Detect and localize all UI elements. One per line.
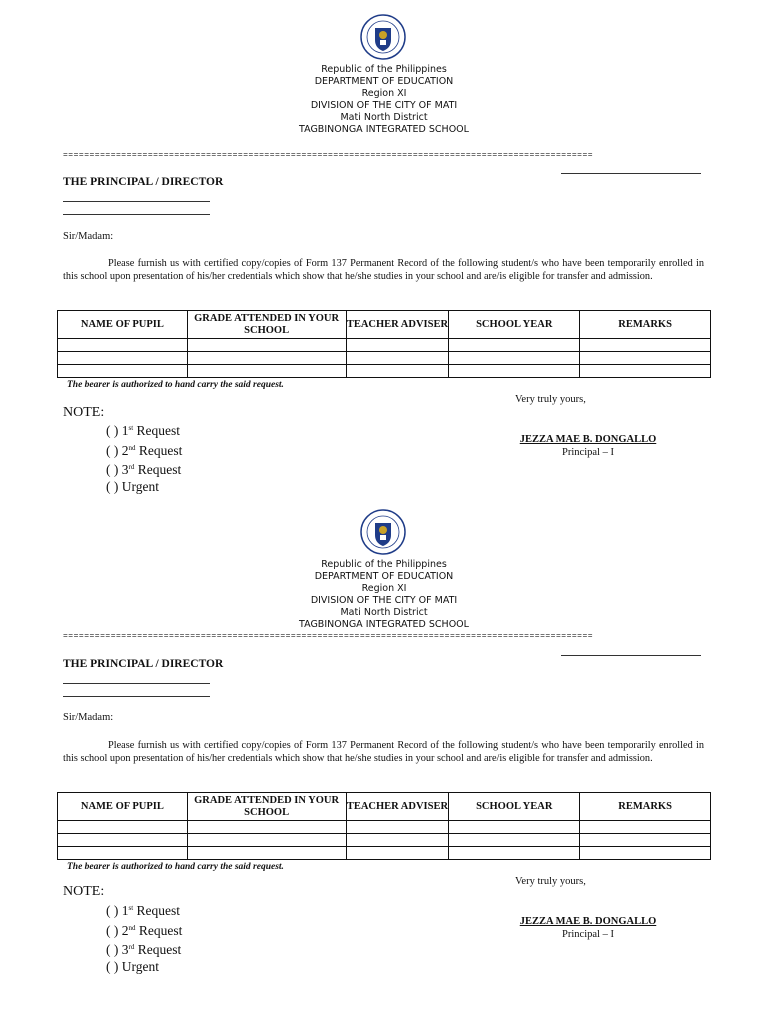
note-item-urgent[interactable]: ( ) Urgent xyxy=(106,478,159,494)
note-item-first-request[interactable]: ( ) 1st Request xyxy=(106,423,181,438)
table-cell[interactable] xyxy=(449,339,580,352)
table-cell[interactable] xyxy=(449,821,580,834)
salutation: Sir/Madam: xyxy=(63,231,114,242)
republic-label: Republic of the Philippines xyxy=(321,64,447,75)
col-remarks: REMARKS xyxy=(580,793,711,821)
note-item-second-request[interactable]: ( ) 2nd Request xyxy=(106,442,183,458)
col-school-year: SCHOOL YEAR xyxy=(449,793,580,821)
table-cell[interactable] xyxy=(449,352,580,365)
table-cell[interactable] xyxy=(580,365,711,378)
table-header-row xyxy=(58,793,711,821)
region-label: Region XI xyxy=(361,583,407,594)
district-label: Mati North District xyxy=(340,607,428,618)
note-item-third-request[interactable]: ( ) 3rd Request xyxy=(106,942,182,957)
student-table xyxy=(57,310,711,378)
table-cell[interactable] xyxy=(346,821,449,834)
note-item-first-request[interactable]: ( ) 1st Request xyxy=(106,903,181,918)
col-school-year: SCHOOL YEAR xyxy=(449,311,580,339)
salutation: Sir/Madam: xyxy=(63,712,114,723)
table-cell[interactable] xyxy=(58,352,188,365)
table-cell[interactable] xyxy=(187,365,346,378)
table-cell[interactable] xyxy=(346,834,449,847)
table-cell[interactable] xyxy=(346,847,449,860)
table-cell[interactable] xyxy=(58,339,188,352)
table-cell[interactable] xyxy=(187,834,346,847)
date-blank-line xyxy=(561,655,701,656)
col-remarks: REMARKS xyxy=(580,311,711,339)
address-blank-line-2 xyxy=(63,214,210,215)
table-row xyxy=(58,847,711,860)
closing-text: Very truly yours, xyxy=(515,394,586,405)
note-item-second-request[interactable]: ( ) 2nd Request xyxy=(106,922,183,938)
date-blank-line xyxy=(561,173,701,174)
table-cell[interactable] xyxy=(580,352,711,365)
republic-label: Republic of the Philippines xyxy=(321,559,447,570)
note-item-third-request[interactable]: ( ) 3rd Request xyxy=(106,462,182,477)
col-teacher-adviser: TEACHER ADVISER xyxy=(346,793,449,821)
deped-seal-icon xyxy=(358,509,408,555)
signer-title: Principal – I xyxy=(562,447,614,458)
table-row xyxy=(58,821,711,834)
table-cell[interactable] xyxy=(346,339,449,352)
table-cell[interactable] xyxy=(580,834,711,847)
table-cell[interactable] xyxy=(58,847,188,860)
table-cell[interactable] xyxy=(187,821,346,834)
bearer-note: The bearer is authorized to hand carry the said request. xyxy=(67,862,284,872)
note-list xyxy=(106,420,182,495)
request-body: Please furnish us with certified copy/copies of Form 137 Permanent Record of the following student/s who have been temporarily enrolled in this school upon presentation of his/her credentials which show that he/she studies in your school and are/is eligible for transfer and admission. xyxy=(63,740,704,764)
table-cell[interactable] xyxy=(58,834,188,847)
division-label: DIVISION OF THE CITY OF MATI xyxy=(310,100,458,111)
separator-rule: ==================================================================================================== xyxy=(63,151,594,160)
col-name-of-pupil: NAME OF PUPIL xyxy=(58,793,188,821)
table-cell[interactable] xyxy=(58,821,188,834)
school-label: TAGBINONGA INTEGRATED SCHOOL xyxy=(299,124,469,135)
signature-block xyxy=(500,915,676,941)
note-title: NOTE: xyxy=(63,405,105,420)
form-copy-1 xyxy=(0,0,768,500)
table-cell[interactable] xyxy=(449,847,580,860)
table-row xyxy=(58,365,711,378)
table-row xyxy=(58,834,711,847)
signer-title: Principal – I xyxy=(562,929,614,940)
note-item-urgent[interactable]: ( ) Urgent xyxy=(106,958,159,974)
table-cell[interactable] xyxy=(449,834,580,847)
col-grade-attended: GRADE ATTENDED IN YOUR SCHOOL xyxy=(187,793,346,821)
table-cell[interactable] xyxy=(580,847,711,860)
table-row xyxy=(58,352,711,365)
region-label: Region XI xyxy=(361,88,407,99)
separator-rule: ==================================================================================================== xyxy=(63,632,594,641)
addressee-label: THE PRINCIPAL / DIRECTOR xyxy=(63,658,224,670)
department-label: DEPARTMENT OF EDUCATION xyxy=(314,571,454,582)
address-blank-line-1 xyxy=(63,201,210,202)
signer-name: JEZZA MAE B. DONGALLO xyxy=(519,916,657,927)
address-blank-line-2 xyxy=(63,696,210,697)
table-cell[interactable] xyxy=(187,352,346,365)
deped-seal-icon xyxy=(358,14,408,60)
department-label: DEPARTMENT OF EDUCATION xyxy=(314,76,454,87)
table-cell[interactable] xyxy=(187,847,346,860)
signer-name: JEZZA MAE B. DONGALLO xyxy=(519,434,657,445)
col-teacher-adviser: TEACHER ADVISER xyxy=(346,311,449,339)
address-blank-line-1 xyxy=(63,683,210,684)
table-cell[interactable] xyxy=(58,365,188,378)
table-header-row xyxy=(58,311,711,339)
col-grade-attended: GRADE ATTENDED IN YOUR SCHOOL xyxy=(187,311,346,339)
table-cell[interactable] xyxy=(346,365,449,378)
closing-text: Very truly yours, xyxy=(515,876,586,887)
col-name-of-pupil: NAME OF PUPIL xyxy=(58,311,188,339)
signature-block xyxy=(500,433,676,459)
note-list xyxy=(106,900,182,975)
table-row xyxy=(58,339,711,352)
note-title: NOTE: xyxy=(63,884,105,899)
addressee-label: THE PRINCIPAL / DIRECTOR xyxy=(63,176,224,188)
table-cell[interactable] xyxy=(187,339,346,352)
bearer-note: The bearer is authorized to hand carry the said request. xyxy=(67,380,284,390)
school-label: TAGBINONGA INTEGRATED SCHOOL xyxy=(299,619,469,630)
form-copy-2 xyxy=(0,495,768,995)
table-cell[interactable] xyxy=(346,352,449,365)
student-table xyxy=(57,792,711,860)
table-cell[interactable] xyxy=(580,339,711,352)
division-label: DIVISION OF THE CITY OF MATI xyxy=(310,595,458,606)
table-cell[interactable] xyxy=(449,365,580,378)
table-cell[interactable] xyxy=(580,821,711,834)
request-body: Please furnish us with certified copy/copies of Form 137 Permanent Record of the following student/s who have been temporarily enrolled in this school upon presentation of his/her credentials which show that he/she studies in your school and are/is eligible for transfer and admission. xyxy=(63,258,704,282)
district-label: Mati North District xyxy=(340,112,428,123)
